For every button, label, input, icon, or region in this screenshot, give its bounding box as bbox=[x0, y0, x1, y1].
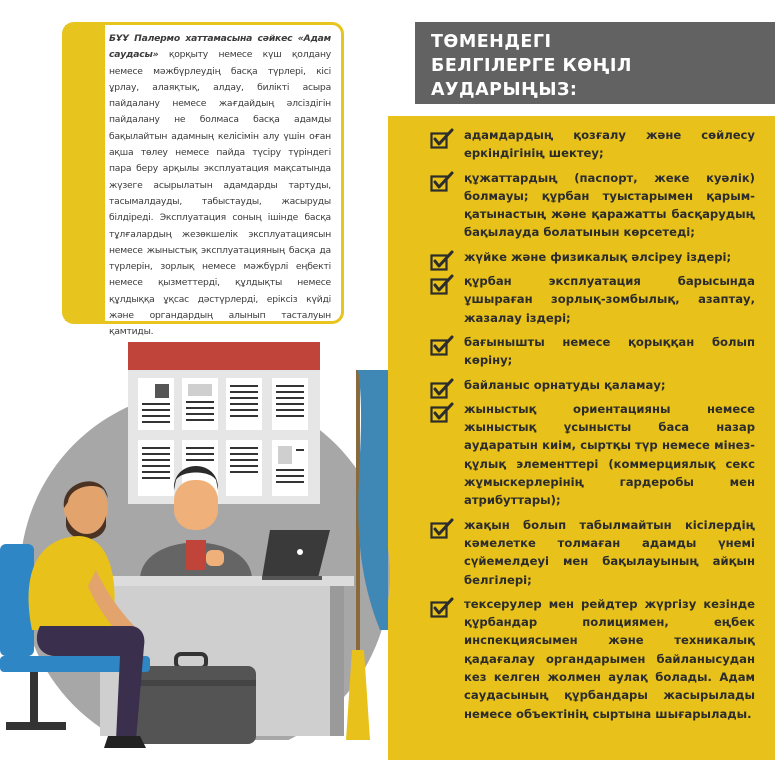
list-item bbox=[388, 400, 775, 510]
list-item bbox=[388, 248, 775, 266]
checkbox-checked-icon bbox=[430, 128, 454, 150]
item-text: жыныстық ориентацияны немесе жыныстық ұсынысты баса назар аударатын киім, сыртқы түр немесе мінез-құлық элементтері (коммерциялық секс жұмыскерлерінің гардеробы мен атрибуттары); bbox=[464, 401, 755, 508]
item-text: адамдардың қозғалу және сөйлесу еркіндігінің шектеу; bbox=[464, 128, 755, 161]
heading-line-2: БЕЛГІЛЕРГЕ КӨҢІЛ bbox=[431, 56, 632, 76]
item-text: бағынышты немесе қорыққан болып көріну; bbox=[464, 334, 755, 368]
checkbox-checked-icon bbox=[430, 597, 454, 619]
definition-card bbox=[62, 22, 344, 338]
list-item bbox=[388, 126, 775, 163]
card-accent-stripe bbox=[65, 25, 105, 321]
item-text: жүйке және физикалық әлсіреу іздері; bbox=[464, 249, 732, 264]
checkbox-checked-icon bbox=[430, 402, 454, 424]
item-text: құжаттардың (паспорт, жеке куәлік) болмауы; құрбан туыстарымен қарым-қатынастың және қаражатты басқарудың бақылауда болатынын көрсетеді; bbox=[464, 170, 755, 240]
item-text: тексерулер мен рейдтер жүргізу кезінде құрбандар полициямен, еңбек инспекциясымен және техникалық қадағалау органдарымен байланысудан кез келген жолмен аулақ болады. Адам саудасының құрбандары жасырылады немесе объектінің сыртына шығарылады. bbox=[464, 596, 755, 721]
item-text: құрбан эксплуатация барысында ұшыраған зорлық-зомбылық, азаптау, жазалау іздері; bbox=[464, 274, 755, 325]
signs-checklist bbox=[388, 126, 775, 729]
list-item bbox=[388, 272, 775, 327]
list-item bbox=[388, 169, 775, 242]
checkbox-checked-icon bbox=[430, 518, 454, 540]
definition-body: қорқыту немесе күш қолдану немесе мәжбүрлеудің басқа түрлері, кісі ұрлау, алаяқтық, алдау, билікті асыра пайдалану немесе жағдайдың әлсіздігін пайдалану не болмаса басқа адамды бақылайтын адамның келісімін алу үшін оған ақша төлеу немесе пайда түсіру түріндегі пара беру арқылы эксплуатация мақсатында жүзеге асырылатын адамдарды тартуды, тасымалдауды, табыстауды, жасыруды білдіреді. Эксплуатация соның ішінде басқа тұлғалардың жезөкшелік эксплуатациясын немесе жыныстық эксплуатацияның басқа да түрлерін, зорлық немесе мәжбүрлі еңбекті немесе қызметтерді, құлдықты немесе құлдыққа ұқсас дәстүрлерді, еріксіз күйді және органдардың алынып тасталуын қамтиды. bbox=[109, 49, 331, 338]
office-illustration bbox=[0, 330, 388, 760]
list-item bbox=[388, 333, 775, 370]
list-item bbox=[388, 595, 775, 723]
checkbox-checked-icon bbox=[430, 274, 454, 296]
item-text: байланыс орнатуды қаламау; bbox=[464, 377, 666, 392]
signs-panel bbox=[388, 116, 775, 760]
list-item bbox=[388, 376, 775, 394]
checkbox-checked-icon bbox=[430, 335, 454, 357]
item-text: жақын болып табылмайтын кісілердің кәмелетке толмаған адамды үнемі сүйемелдеуі мен бақылауының айқын белгілері; bbox=[464, 517, 755, 587]
checkbox-checked-icon bbox=[430, 378, 454, 400]
notice-board bbox=[128, 342, 320, 504]
definition-lead: БҰҰ Палермо хаттамасына сәйкес «Адам саудасы» bbox=[109, 33, 331, 61]
checkbox-checked-icon bbox=[430, 171, 454, 193]
heading-line-1: ТӨМЕНДЕГІ bbox=[431, 32, 552, 52]
list-item bbox=[388, 516, 775, 589]
checkbox-checked-icon bbox=[430, 250, 454, 272]
definition-text bbox=[109, 31, 331, 341]
signs-heading bbox=[415, 22, 775, 104]
heading-line-3: АУДАРЫҢЫЗ: bbox=[431, 80, 578, 100]
